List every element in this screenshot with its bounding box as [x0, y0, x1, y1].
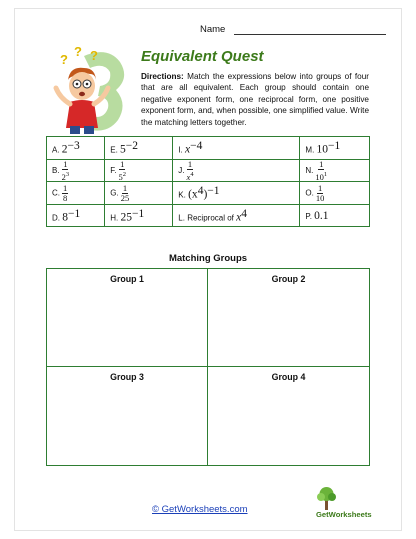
svg-text:?: ?	[74, 44, 82, 59]
group-1-box[interactable]	[47, 269, 208, 367]
cell-o: O. $\frac{1}{10}$	[300, 182, 370, 205]
cell-c: C. $\frac{1}{8}$	[47, 182, 105, 205]
cell-j: J. $\frac{1}{x^4}$	[173, 159, 300, 182]
cell-k: K. $(x^4)^{-1}$	[173, 182, 300, 205]
matching-groups-title: Matching Groups	[168, 253, 248, 264]
name-field	[200, 24, 386, 35]
name-label: Name	[200, 24, 226, 35]
group-4-box[interactable]	[208, 367, 369, 465]
cell-h: H. $25^{-1}$	[105, 204, 173, 227]
svg-text:?: ?	[90, 48, 98, 63]
cell-n: N. $\frac{1}{10^1}$	[300, 159, 370, 182]
mascot-icon	[46, 44, 138, 136]
cell-m: M. $10^{-1}$	[300, 137, 370, 160]
table-row	[47, 137, 370, 160]
table-row	[47, 159, 370, 182]
name-line[interactable]	[234, 24, 386, 35]
group-4-label: Group 4	[271, 372, 306, 382]
cell-i: I. $x^{-4}$	[173, 137, 300, 160]
cell-a: A. $2^{-3}$	[47, 137, 105, 160]
logo-text: GetWorksheets	[316, 510, 372, 519]
expressions-table	[46, 136, 370, 227]
directions-lead: Directions:	[141, 72, 184, 81]
group-3-box[interactable]	[47, 367, 208, 465]
directions	[141, 71, 369, 128]
cell-l: L. Reciprocal of $x^4$	[173, 204, 300, 227]
cell-d: D. $8^{-1}$	[47, 204, 105, 227]
group-3-label: Group 3	[110, 372, 144, 382]
group-1-label: Group 1	[110, 274, 144, 284]
group-2-label: Group 2	[271, 274, 306, 284]
cell-p: P. 0.1	[300, 204, 370, 227]
footer-link[interactable]: © GetWorksheets.com	[152, 504, 248, 515]
cell-b: B. $\frac{1}{2^3}$	[47, 159, 105, 182]
page-title: Equivalent Quest	[141, 48, 264, 65]
group-2-box[interactable]	[208, 269, 369, 367]
svg-text:?: ?	[60, 52, 68, 67]
table-row	[47, 204, 370, 227]
cell-g: G. $\frac{1}{25}$	[105, 182, 173, 205]
cell-f: F. $\frac{1}{5^2}$	[105, 159, 173, 182]
directions-text: Match the expressions below into groups of four that are all equivalent. Each group should contain one negative exponent form, one reciprocal form, one positive exponent form, and, when possible, one simplified value. Write the matching letters together.	[141, 72, 369, 127]
cell-e: E. $5^{-2}$	[105, 137, 173, 160]
matching-groups-grid	[46, 268, 370, 466]
table-row	[47, 182, 370, 205]
